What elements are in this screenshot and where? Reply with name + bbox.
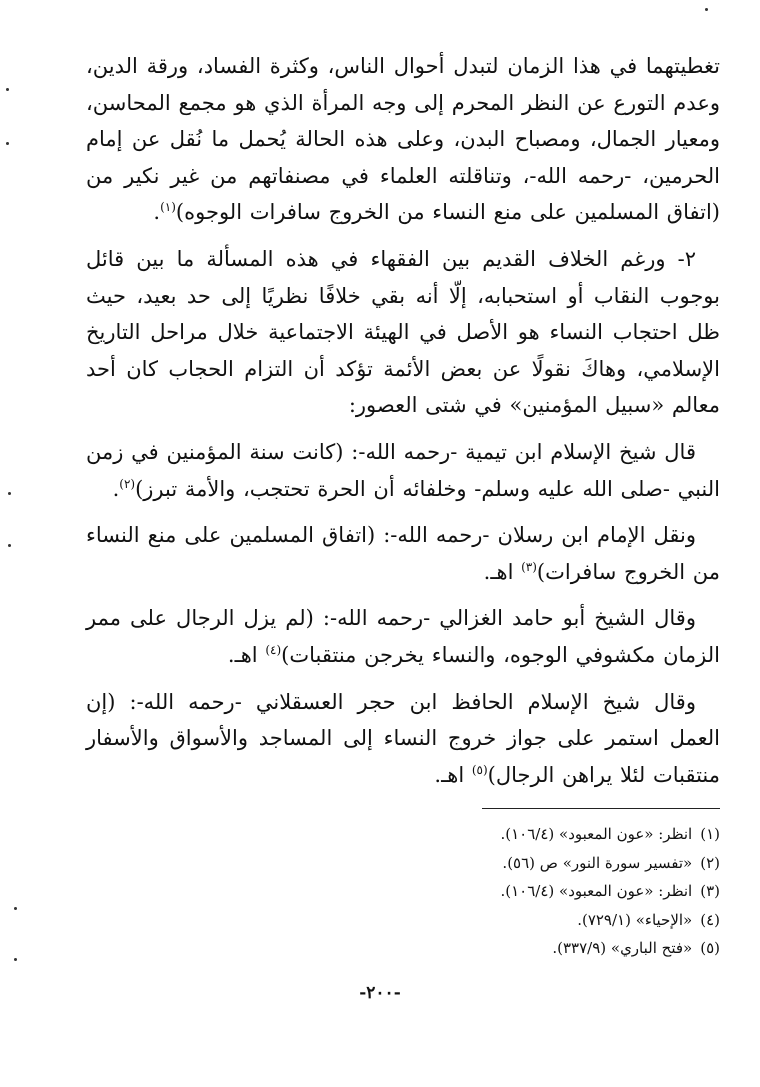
footnote-5-number: (٥) [700,939,720,957]
paragraph-4 [86,517,720,590]
footnote-1 [120,820,720,849]
footnote-5 [120,934,720,963]
paragraph-4-text: ونقل الإمام ابن رسلان -رحمه الله-: (اتفاق المسلمين على منع النساء من الخروج سافرات) [86,523,720,584]
paragraph-6 [86,684,720,794]
footnote-1-text: انظر: «عون المعبود» (١٠٦/٤). [500,825,693,843]
footnotes [120,820,720,963]
scan-speck [14,958,17,961]
scan-speck [14,907,17,910]
scan-speck [8,492,11,495]
footnote-ref-4[interactable]: (٤) [265,642,282,657]
paragraph-6-ending: اهـ. [434,762,472,787]
scan-speck [6,142,9,145]
footnote-ref-5[interactable]: (٥) [471,762,488,777]
footnote-3-number: (٣) [700,882,720,900]
footnote-separator [482,808,720,809]
footnote-4 [120,906,720,935]
footnote-ref-3[interactable]: (٣) [521,559,537,574]
page-body [86,48,720,793]
scan-speck [6,88,9,91]
paragraph-3-text: قال شيخ الإسلام ابن تيمية -رحمه الله-: (كانت سنة المؤمنين في زمن النبي -صلى الله عليه وسلم- وخلفائه أن الحرة تحتجب، والأمة تبرز) [86,439,720,501]
page-number: -٢٠٠- [359,983,401,1003]
footnote-3-text: انظر: «عون المعبود» (١٠٦/٤). [500,882,693,900]
footnote-ref-1[interactable]: (١) [160,200,176,215]
footnote-4-number: (٤) [700,910,720,929]
paragraph-3 [86,434,720,507]
footnote-2-text: «تفسير سورة النور» ص (٥٦). [502,853,693,872]
paragraph-4-ending: اهـ. [483,559,522,584]
footnote-4-text: «الإحياء» (٧٢٩/١). [577,910,693,929]
paragraph-1 [86,48,720,231]
paragraph-1-ending: . [153,200,161,225]
footnote-5-text: «فتح الباري» (٣٣٧/٩). [552,939,693,957]
footnote-1-number: (١) [700,825,720,843]
paragraph-3-ending: . [112,476,120,501]
scan-speck [705,8,708,11]
paragraph-5 [86,600,720,673]
footnote-ref-2[interactable]: (٢) [119,476,136,491]
footnote-2 [120,849,720,878]
footnote-2-number: (٢) [700,853,720,872]
paragraph-2-text: ٢- ورغم الخلاف القديم بين الفقهاء في هذه المسألة ما بين قائل بوجوب النقاب أو استحبابه، إلّا أنه بقي خلافًا نظريًا إلى حد بعيد، حيث ظل احتجاب النساء هو الأصل في الهيئة الاجتماعية خلال مراحل التاريخ الإسلامي، وهاكَ نقولًا عن بعض الأئمة تؤكد أن التزام الحجاب كان أحد معالم «سبيل المؤمنين» في شتى العصور: [86,246,720,418]
paragraph-2 [86,241,720,424]
paragraph-6-text: وقال شيخ الإسلام الحافظ ابن حجر العسقلاني -رحمه الله-: (إن العمل استمر على جواز خروج النساء إلى المساجد والأسواق والأسفار منتقبات لئلا يراهن الرجال) [86,689,720,787]
paragraph-5-ending: اهـ. [227,642,266,667]
footnote-3 [120,877,720,906]
paragraph-1-text: تغطيتهما في هذا الزمان لتبدل أحوال الناس، وكثرة الفساد، ورقة الدين، وعدم التورع عن النظر المحرم إلى وجه المرأة الذي هو مجمع المحاسن، ومعيار الجمال، ومصباح البدن، وعلى هذه الحالة يُحمل ما نُقل عن إمام الحرمين، -رحمه الله-، وتناقلته العلماء في مصنفاتهم من غير نكير من (اتفاق المسلمين على منع النساء من الخروج سافرات الوجوه) [86,54,720,225]
paragraph-5-text: وقال الشيخ أبو حامد الغزالي -رحمه الله-: (لم يزل الرجال على ممر الزمان مكشوفي الوجوه، والنساء يخرجن منتقبات) [86,606,720,667]
scan-speck [8,544,11,547]
